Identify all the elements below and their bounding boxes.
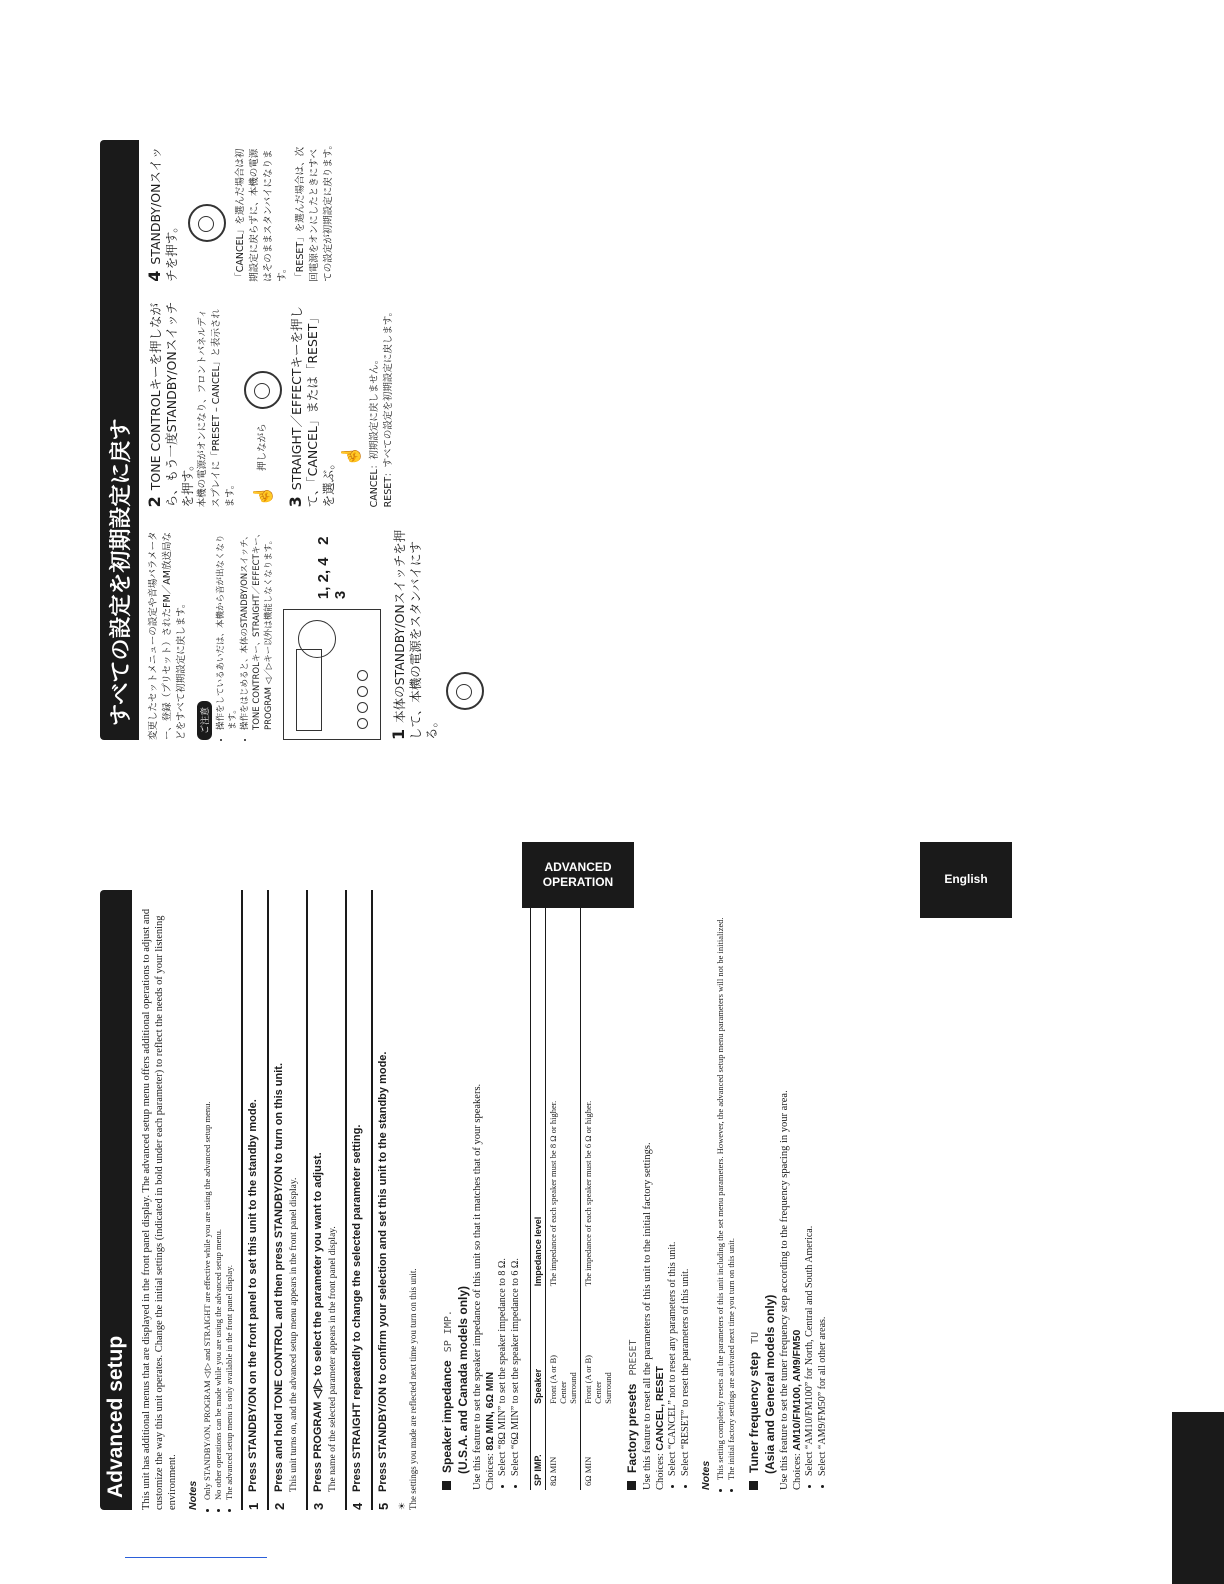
table-cell: Front (A or B) Center Surround [581, 1290, 616, 1408]
tuner-title: Tuner frequency step [747, 1351, 761, 1473]
factory-presets-section [625, 890, 737, 1490]
standby-button-icon [446, 672, 484, 710]
step-number: 2 [272, 1502, 287, 1510]
notes-heading: Notes [187, 1480, 199, 1510]
note-item: • 操作をはじめると、本体のSTANDBY/ONスイッチ、TONE CONTROLキー、STRAIGHT／EFFECTキー、PROGRAM ◁／▷キー以外は機能しなくなります。 [239, 527, 275, 730]
tip-text: The settings you made are reflected next time you turn on this unit. [408, 1268, 418, 1510]
table-cell: Front (A or B) Center Surround [546, 1290, 581, 1408]
step-number: 1 [246, 1502, 261, 1510]
section-bullet-icon [627, 1481, 636, 1490]
step-1 [241, 890, 261, 1510]
result-reset: 「RESET」を選んだ場合は、次回電源をオンにしたときにすべての設定が初期設定に戻ります。 [295, 140, 334, 282]
step-heading: Press PROGRAM ◁/▷ to select the parameter you want to adjust. [312, 1152, 324, 1492]
note-item: • The initial factory settings are activated next time you turn on this unit. [726, 890, 737, 1480]
bullet-item: • Select “8Ω MIN” to set the speaker impedance to 8 Ω. [497, 890, 510, 1476]
tuner-subtitle: (Asia and General models only) [763, 1294, 777, 1474]
step-heading: Press STANDBY/ON on the front panel to set this unit to the standby mode. [247, 1099, 259, 1492]
table-row [546, 890, 581, 1490]
speaker-bullets [497, 890, 522, 1490]
factory-bullets [667, 890, 692, 1490]
speaker-subtitle: (U.S.A. and Canada models only) [456, 1285, 470, 1474]
tuner-desc: Use this feature to set the tuner frequency step according to the frequency spacing in your area. [779, 1090, 790, 1490]
jp-notes [215, 527, 275, 740]
table-cell: The impedance of each speaker must be 8 Ω or higher. [546, 890, 581, 1290]
note-item: • No other operations can be made while you are using the advanced setup menu. [213, 890, 224, 1500]
english-column-left [100, 890, 418, 1510]
reset-line: RESET：すべての設定を初期設定に戻します。 [383, 306, 394, 508]
receiver-front-panel-illustration [283, 609, 381, 740]
jp-step-3: 3STRAIGHT／EFFECTキーを押して、「CANCEL」または「RESET」を選ぶ。 [286, 305, 336, 508]
section-tab: ADVANCED OPERATION [522, 842, 634, 908]
speaker-desc: Use this feature to set the speaker impedance of this unit so that it matches that of your speakers. [472, 1083, 483, 1490]
note-item: • The advanced setup menu is only available in the front panel display. [224, 890, 235, 1500]
tone-control-icon: ☝ [252, 484, 273, 508]
callout-labels: 1, 2, 4 2 3 [315, 536, 349, 600]
bullet-item: • Select “6Ω MIN” to set the speaker impedance to 6 Ω. [510, 890, 523, 1476]
step-number: 4 [350, 1502, 365, 1510]
section-bullet-icon [442, 1481, 451, 1490]
speaker-title: Speaker impedance [440, 1360, 454, 1473]
factory-title: Factory presets [625, 1383, 639, 1473]
straight-key-icon: ☝ [341, 444, 361, 468]
bullet-item: • Select “CANCEL” not to reset any parameters of this unit. [667, 890, 680, 1476]
bullet-item: • Select “RESET” to reset the parameters of this unit. [680, 890, 693, 1476]
table-cell: 8Ω MIN [546, 1408, 581, 1490]
step-description: The name of the selected parameter appears in the front panel display. [328, 1226, 338, 1492]
jp-title: すべての設定を初期設定に戻す [100, 140, 139, 740]
step-4 [345, 890, 365, 1510]
step-number: 3 [311, 1502, 326, 1510]
edge-tab [1172, 1412, 1224, 1584]
tuner-step-section [747, 890, 829, 1490]
tuner-choices: Choices: AM10/FM100, AM9/FM50 [791, 1329, 803, 1490]
jp-step-2-desc: 本機の電源がオンになり、フロントパネルディスプレイに「PRESET – CANCEL」と表示されます。 [197, 308, 236, 508]
step-3 [306, 890, 339, 1510]
tip-block [397, 890, 419, 1510]
jp-step-4: 4STANDBY/ONスイッチを押す。 [145, 146, 179, 282]
jp-note-heading: ご注意 [197, 701, 212, 740]
note-item: • This setting completely resets all the parameters of this unit including the set menu parameters. However, the advanced setup menu parameters will not be initialized. [715, 890, 726, 1480]
factory-notes [715, 890, 737, 1490]
step-2 [267, 890, 300, 1510]
note-item: • 操作をしているあいだは、本機から音が出なくなります。 [215, 527, 239, 730]
tuner-code: TU [750, 1331, 761, 1344]
tip-icon: ☀ [397, 1501, 407, 1510]
table-cell: The impedance of each speaker must be 6 Ω or higher. [581, 890, 616, 1290]
section-title: Advanced setup [100, 890, 132, 1510]
language-tab: English [920, 842, 1012, 918]
section-bullet-icon [749, 1481, 758, 1490]
table-header: Speaker [531, 1290, 546, 1408]
step-heading: Press STANDBY/ON to confirm your selection and set this unit to the standby mode. [377, 1051, 389, 1492]
standby-button-icon [188, 204, 226, 242]
japanese-column [100, 140, 970, 740]
step-number: 5 [376, 1502, 391, 1510]
tuner-bullets [804, 890, 829, 1490]
speaker-impedance-section [440, 890, 615, 1490]
table-header: SP IMP. [531, 1408, 546, 1490]
result-cancel: 「CANCEL」を選んだ場合は初期設定に戻らずに、本機の電源はそのままスタンバイになります。 [235, 148, 288, 282]
jp-step-1: 1本体のSTANDBY/ONスイッチを押して、本機の電源をスタンバイにする。 [389, 529, 439, 740]
speaker-choices: Choices: 8Ω MIN, 6Ω MIN [484, 1371, 496, 1490]
bottom-rule [125, 1557, 267, 1558]
step-description: This unit turns on, and the advanced setup menu appears in the front panel display. [289, 1177, 299, 1492]
table-header: Impedance level [531, 890, 546, 1290]
bullet-item: • Select “AM9/FM50” for all other areas. [817, 890, 830, 1476]
factory-choices: Choices: CANCEL, RESET [654, 1366, 666, 1490]
hold-label: 押しながら [257, 423, 268, 471]
jp-intro: 変更したセットメニューの設定や音場パラメーター、登録（プリセット）されたFM／AM放送局などをすべて初期設定に戻します。 [148, 531, 187, 740]
standby-button-icon [244, 371, 282, 409]
speaker-code: SP IMP. [443, 1310, 454, 1353]
impedance-table [530, 890, 615, 1490]
intro-text: This unit has additional menus that are displayed in the front panel display. The advanced setup menu offers additional operations to adjust and customize the way this unit operates. Change the initial settings (indicated in bold under each parameter) to reflect the needs of your listening environment. [141, 908, 178, 1510]
jp-step-2: 2TONE CONTROLキーを押しながら、もう一度STANDBY/ONスイッチを押す。 [145, 301, 195, 508]
step-heading: Press STRAIGHT repeatedly to change the selected parameter setting. [351, 1124, 363, 1492]
notes-heading: Notes [700, 1460, 712, 1490]
english-column-right [440, 890, 850, 1490]
table-row [581, 890, 616, 1490]
step-5 [371, 890, 391, 1510]
table-cell: 6Ω MIN [581, 1408, 616, 1490]
factory-code: PRESET [628, 1339, 639, 1376]
notes-list [202, 890, 235, 1510]
factory-desc: Use this feature to reset all the parameters of this unit to the initial factory settings. [642, 1142, 653, 1490]
note-item: • Only STANDBY/ON, PROGRAM ◁/▷ and STRAIGHT are effective while you are using the advanced setup menu. [202, 890, 213, 1500]
cancel-line: CANCEL：初期設定に戻しません。 [369, 354, 380, 508]
bullet-item: • Select “AM10/FM100” for North, Central and South America. [804, 890, 817, 1476]
step-heading: Press and hold TONE CONTROL and then press STANDBY/ON to turn on this unit. [273, 1062, 285, 1492]
